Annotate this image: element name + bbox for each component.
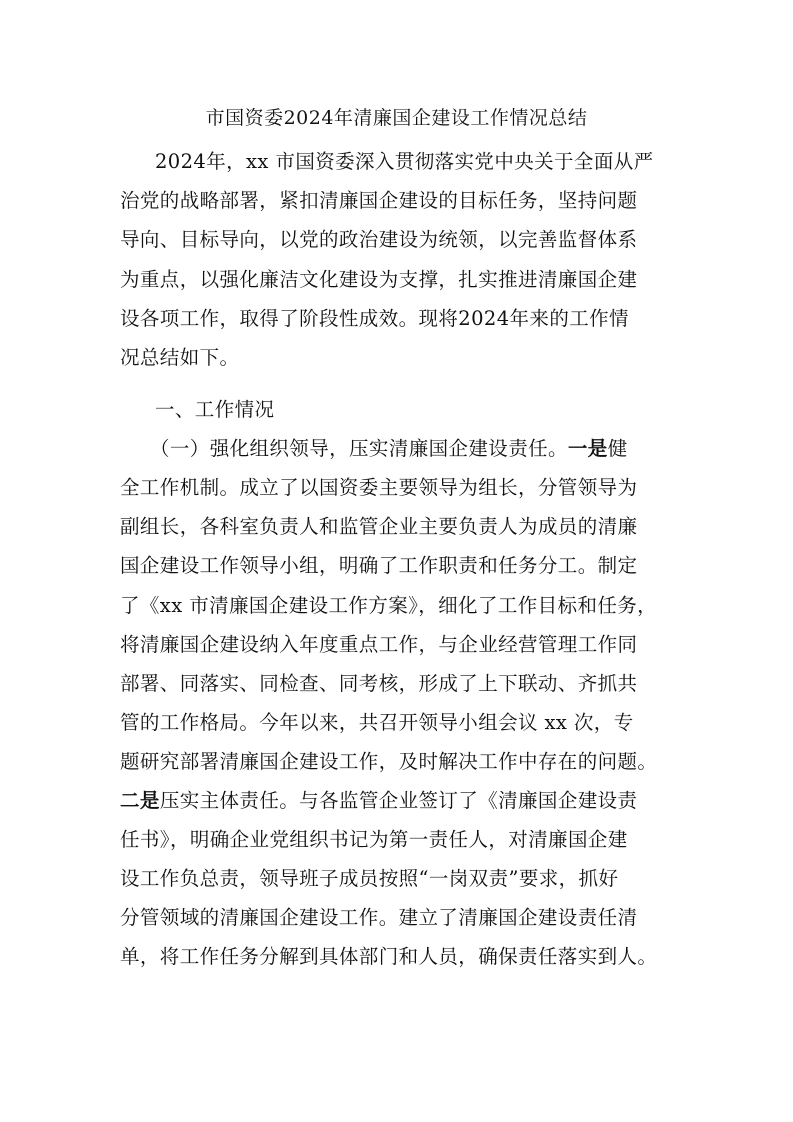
- paragraph-line: 导向、目标导向，以党的政治建设为统领，以完善监督体系: [120, 228, 638, 251]
- subsection-heading-text: （一）强化组织领导，压实清廉国企建设责任。: [150, 437, 568, 460]
- paragraph-line: 单，将工作任务分解到具体部门和人员，确保责任落实到人。: [120, 945, 658, 968]
- heading-tail: 健: [607, 437, 628, 460]
- document-title: 市国资委2024年清廉国企建设工作情况总结: [205, 107, 588, 129]
- paragraph-line: [120, 789, 637, 813]
- paragraph-line: 了《xx 市清廉国企建设工作方案》，细化了工作目标和任务，: [120, 594, 658, 617]
- paragraph-line: 将清廉国企建设纳入年度重点工作，与企业经营管理工作同: [120, 633, 638, 656]
- paragraph-line: 分管领域的清廉国企建设工作。建立了清廉国企建设责任清: [120, 906, 638, 929]
- paragraph-line: 任书》，明确企业党组织书记为第一责任人，对清廉国企建: [120, 828, 628, 851]
- paragraph-line: 设各项工作，取得了阶段性成效。现将2024年来的工作情: [120, 307, 629, 330]
- paragraph-line: 副组长，各科室负责人和监管企业主要负责人为成员的清廉: [120, 515, 638, 538]
- paragraph-line: 2024年，xx 市国资委深入贯彻落实党中央关于全面从严: [155, 150, 654, 173]
- paragraph-line: 治党的战略部署，紧扣清廉国企建设的目标任务，坚持问题: [120, 189, 638, 212]
- paragraph-line: 设工作负总责，领导班子成员按照“一岗双责”要求，抓好: [120, 867, 619, 890]
- paragraph-line: 国企建设工作领导小组，明确了工作职责和任务分工。制定: [120, 554, 638, 577]
- paragraph-line: 全工作机制。成立了以国资委主要领导为组长，分管领导为: [120, 476, 638, 499]
- section-heading: 一、工作情况: [155, 398, 275, 421]
- paragraph-line: 题研究部署清廉国企建设工作，及时解决工作中存在的问题。: [120, 750, 658, 773]
- paragraph-line-text: 压实主体责任。与各监管企业签订了《清廉国企建设责: [159, 789, 638, 812]
- point-marker-two: 二是: [120, 789, 160, 812]
- subsection-heading: [150, 437, 628, 461]
- paragraph-line: 部署、同落实、同检查、同考核，形成了上下联动、齐抓共: [120, 672, 638, 695]
- paragraph-line: 况总结如下。: [120, 346, 240, 369]
- paragraph-line: 管的工作格局。今年以来，共召开领导小组会议 xx 次，专: [120, 711, 634, 734]
- point-marker-one: 一是: [567, 437, 608, 460]
- paragraph-line: 为重点，以强化廉洁文化建设为支撑，扎实推进清廉国企建: [120, 268, 638, 291]
